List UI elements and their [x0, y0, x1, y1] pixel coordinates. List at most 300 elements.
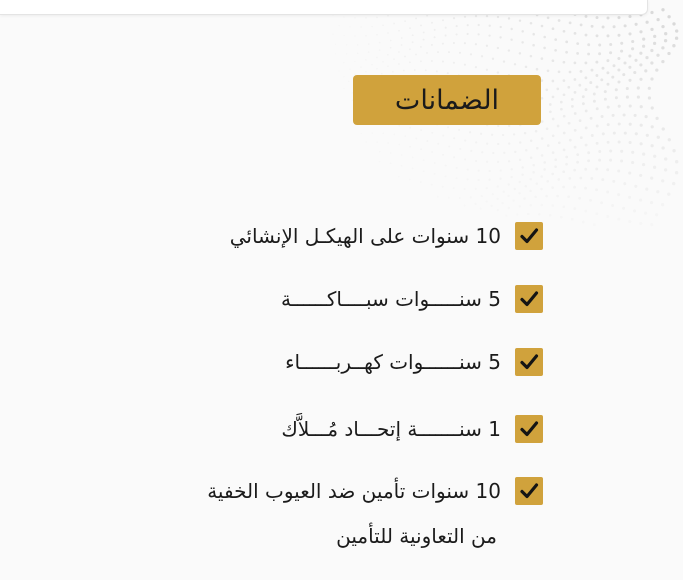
background-dot: [585, 15, 588, 18]
background-dot: [668, 138, 671, 141]
background-dot: [655, 213, 658, 216]
background-dot: [456, 177, 458, 179]
background-dot: [545, 195, 548, 198]
background-dot: [629, 141, 632, 144]
background-dot: [607, 123, 610, 126]
background-dot: [335, 44, 336, 45]
background-dot: [485, 200, 487, 202]
background-dot: [584, 168, 587, 171]
background-dot: [376, 68, 378, 70]
background-dot: [631, 47, 634, 50]
background-dot: [639, 222, 642, 225]
background-dot: [546, 180, 549, 183]
background-dot: [596, 85, 599, 88]
background-dot: [510, 168, 512, 170]
background-dot: [390, 152, 392, 154]
background-dot: [622, 207, 625, 210]
background-dot: [569, 71, 572, 74]
guarantee-item-text: 1 سنـــــــة إتحـــاد مُـــلاَّك: [281, 417, 501, 441]
background-dot: [409, 61, 411, 63]
background-dot: [459, 148, 461, 150]
background-dot: [398, 63, 400, 65]
background-dot: [650, 49, 653, 52]
background-dot: [639, 63, 642, 66]
background-dot: [348, 81, 349, 82]
background-dot: [661, 25, 664, 28]
section-title: الضمانات: [394, 84, 500, 116]
background-dot: [656, 54, 659, 57]
background-dot: [376, 34, 378, 36]
background-dot: [547, 144, 550, 147]
background-dot: [574, 91, 577, 94]
background-dot: [591, 69, 594, 72]
background-dot: [558, 70, 561, 73]
background-dot: [606, 71, 609, 74]
background-dot: [552, 27, 555, 30]
background-dot: [442, 43, 444, 45]
background-dot: [434, 29, 436, 31]
background-dot: [615, 88, 618, 91]
background-dot: [445, 165, 447, 167]
background-dot: [514, 188, 516, 190]
background-dot: [573, 186, 576, 189]
background-dot: [637, 96, 640, 99]
background-dot: [573, 207, 576, 210]
background-dot: [639, 52, 642, 55]
background-dot: [590, 117, 593, 120]
guarantee-item-text: 5 سنـــــوات سبــــاكــــــة: [281, 287, 501, 311]
background-dot: [600, 201, 603, 204]
background-dot: [524, 132, 527, 135]
background-dot: [499, 36, 501, 38]
background-dot: [519, 205, 521, 207]
background-dot: [503, 191, 505, 193]
background-dot: [618, 105, 621, 108]
background-dot: [426, 140, 428, 142]
background-dot: [554, 165, 557, 168]
background-dot: [431, 60, 433, 62]
guarantee-item: [285, 348, 543, 376]
background-dot: [565, 41, 568, 44]
background-dot: [475, 15, 477, 17]
background-dot: [606, 168, 609, 171]
background-dot: [589, 81, 592, 84]
background-dot: [459, 52, 461, 54]
background-dot: [361, 133, 363, 135]
background-dot: [521, 30, 523, 32]
background-dot: [640, 142, 643, 145]
background-dot: [480, 133, 482, 135]
background-dot: [508, 17, 510, 19]
background-dot: [535, 130, 538, 133]
background-dot: [382, 24, 384, 26]
background-dot: [653, 155, 656, 158]
background-dot: [475, 66, 477, 68]
check-icon: [515, 477, 543, 505]
background-dot: [565, 51, 568, 54]
background-dot: [513, 133, 515, 135]
background-dot: [576, 42, 579, 45]
background-dot: [576, 153, 579, 156]
background-dot: [497, 143, 499, 145]
background-dot: [661, 8, 664, 11]
background-dot: [536, 68, 539, 71]
background-dot: [578, 84, 581, 87]
background-dot: [563, 115, 566, 118]
background-dot: [653, 42, 656, 45]
background-dot: [634, 114, 637, 117]
top-card-edge: [0, 0, 648, 15]
background-dot: [532, 44, 535, 47]
background-dot: [560, 108, 563, 111]
background-dot: [551, 173, 554, 176]
background-dot: [379, 42, 381, 44]
background-dot: [653, 35, 656, 38]
background-dot: [609, 150, 612, 153]
background-dot: [628, 54, 631, 57]
background-dot: [420, 46, 422, 48]
background-dot: [387, 54, 389, 56]
background-dot: [571, 218, 574, 221]
background-dot: [620, 50, 623, 53]
background-dot: [623, 182, 626, 185]
background-dot: [475, 43, 477, 45]
background-dot: [549, 214, 552, 217]
background-dot: [661, 146, 664, 149]
background-dot: [661, 179, 664, 182]
background-dot: [503, 60, 505, 62]
background-dot: [576, 52, 579, 55]
background-dot: [617, 218, 620, 221]
background-dot: [664, 32, 667, 35]
background-dot: [568, 177, 571, 180]
background-dot: [481, 151, 483, 153]
background-dot: [546, 127, 549, 130]
background-dot: [387, 65, 389, 67]
background-dot: [536, 147, 539, 150]
check-icon: [515, 222, 543, 250]
background-dot: [624, 24, 627, 27]
background-dot: [646, 134, 649, 137]
background-dot: [492, 193, 494, 195]
background-dot: [541, 120, 544, 123]
background-dot: [593, 223, 596, 226]
background-dot: [639, 30, 642, 33]
background-dot: [587, 43, 590, 46]
background-dot: [409, 48, 411, 50]
background-dot: [346, 53, 347, 54]
background-dot: [445, 27, 447, 29]
background-dot: [360, 66, 362, 68]
background-dot: [563, 93, 566, 96]
background-dot: [401, 154, 403, 156]
background-dot: [392, 71, 394, 73]
background-dot: [502, 134, 504, 136]
background-dot: [604, 98, 607, 101]
background-dot: [569, 139, 572, 142]
background-dot: [582, 95, 585, 98]
background-dot: [672, 182, 675, 185]
background-dot: [453, 137, 455, 139]
background-dot: [563, 30, 566, 33]
background-dot: [423, 170, 425, 172]
background-dot: [558, 141, 561, 144]
background-dot: [626, 87, 629, 90]
background-dot: [368, 51, 370, 53]
background-dot: [644, 212, 647, 215]
background-dot: [393, 134, 395, 136]
background-dot: [587, 53, 590, 56]
background-dot: [662, 127, 665, 130]
background-dot: [602, 26, 605, 29]
background-dot: [580, 23, 583, 26]
background-dot: [617, 57, 620, 60]
background-dot: [434, 173, 436, 175]
background-dot: [631, 151, 634, 154]
background-dot: [475, 141, 477, 143]
background-dot: [650, 11, 653, 14]
background-dot: [508, 125, 510, 127]
background-dot: [412, 41, 414, 43]
background-dot: [426, 52, 428, 54]
background-dot: [545, 88, 548, 91]
background-dot: [540, 175, 543, 178]
background-dot: [390, 40, 392, 42]
background-dot: [591, 25, 594, 28]
background-dot: [617, 80, 620, 83]
title-badge: [353, 75, 541, 125]
background-dot: [637, 86, 640, 89]
background-dot: [574, 78, 577, 81]
background-dot: [431, 184, 433, 186]
guarantee-item: [230, 222, 543, 250]
background-dot: [541, 204, 544, 207]
background-dot: [591, 134, 594, 137]
background-dot: [398, 144, 400, 146]
background-dot: [541, 25, 544, 28]
background-dot: [521, 41, 523, 43]
background-dot: [661, 46, 664, 49]
background-dot: [423, 31, 425, 33]
background-dot: [431, 132, 433, 134]
background-dot: [335, 53, 336, 54]
background-dot: [661, 203, 664, 206]
background-dot: [365, 59, 367, 61]
background-dot: [593, 93, 596, 96]
background-dot: [596, 107, 599, 110]
background-dot: [478, 24, 480, 26]
background-dot: [557, 178, 560, 181]
background-dot: [549, 103, 552, 106]
background-dot: [453, 17, 455, 19]
background-dot: [518, 192, 520, 194]
background-dot: [456, 25, 458, 27]
background-dot: [516, 213, 518, 215]
background-dot: [596, 16, 599, 19]
background-dot: [541, 57, 544, 60]
background-dot: [486, 187, 488, 189]
background-dot: [573, 169, 576, 172]
background-dot: [420, 60, 422, 62]
background-dot: [596, 125, 599, 128]
background-dot: [551, 186, 554, 189]
background-dot: [541, 154, 544, 157]
background-dot: [496, 198, 498, 200]
background-dot: [453, 187, 455, 189]
background-dot: [467, 24, 469, 26]
background-dot: [648, 87, 651, 90]
background-dot: [403, 70, 405, 72]
background-dot: [437, 196, 439, 198]
background-dot: [332, 34, 333, 35]
background-dot: [563, 149, 566, 152]
background-dot: [338, 25, 339, 26]
background-dot: [606, 59, 609, 62]
background-dot: [404, 20, 406, 22]
background-dot: [642, 38, 645, 41]
background-dot: [486, 69, 488, 71]
background-dot: [464, 64, 466, 66]
background-dot: [547, 16, 550, 19]
background-dot: [567, 86, 570, 89]
background-dot: [442, 19, 444, 21]
background-dot: [379, 49, 381, 51]
background-dot: [596, 142, 599, 145]
background-dot: [657, 136, 660, 139]
background-dot: [611, 204, 614, 207]
background-dot: [475, 203, 477, 205]
background-dot: [423, 159, 425, 161]
background-dot: [607, 83, 610, 86]
background-dot: [667, 52, 670, 55]
background-dot: [574, 146, 577, 149]
background-dot: [552, 80, 555, 83]
background-dot: [578, 197, 581, 200]
background-dot: [404, 135, 406, 137]
background-dot: [618, 140, 621, 143]
background-dot: [628, 66, 631, 69]
background-dot: [343, 16, 344, 17]
background-dot: [664, 157, 667, 160]
background-dot: [365, 17, 367, 19]
background-dot: [510, 176, 512, 178]
background-dot: [497, 161, 499, 163]
background-dot: [628, 171, 631, 174]
background-dot: [481, 55, 483, 57]
background-dot: [489, 170, 491, 172]
background-dot: [554, 158, 557, 161]
background-dot: [607, 17, 610, 20]
background-dot: [574, 32, 577, 35]
guarantee-item-continuation: من التعاونية للتأمين: [336, 524, 497, 548]
background-dot: [412, 167, 414, 169]
background-dot: [489, 25, 491, 27]
background-dot: [617, 34, 620, 37]
background-dot: [580, 70, 583, 73]
background-dot: [505, 215, 507, 217]
background-dot: [442, 186, 444, 188]
background-dot: [590, 177, 593, 180]
background-dot: [650, 144, 653, 147]
background-dot: [508, 49, 510, 51]
background-dot: [646, 21, 649, 24]
background-dot: [574, 62, 577, 65]
background-dot: [552, 59, 555, 62]
background-dot: [464, 158, 466, 160]
background-dot: [601, 178, 604, 181]
background-dot: [456, 33, 458, 35]
background-dot: [458, 129, 460, 131]
background-dot: [497, 47, 499, 49]
background-dot: [639, 78, 642, 81]
background-dot: [574, 129, 577, 132]
background-dot: [497, 125, 499, 127]
background-dot: [343, 76, 344, 77]
background-dot: [634, 185, 637, 188]
background-dot: [536, 182, 539, 185]
background-dot: [530, 140, 533, 143]
background-dot: [477, 33, 479, 35]
background-dot: [563, 79, 566, 82]
background-dot: [628, 220, 631, 223]
background-dot: [477, 179, 479, 181]
guarantee-item: [281, 415, 543, 443]
background-dot: [464, 16, 466, 18]
background-dot: [497, 185, 499, 187]
background-dot: [464, 188, 466, 190]
background-dot: [639, 199, 642, 202]
background-dot: [645, 188, 648, 191]
background-dot: [620, 42, 623, 45]
background-dot: [453, 42, 455, 44]
background-dot: [371, 64, 373, 66]
background-dot: [651, 125, 654, 128]
background-dot: [645, 115, 648, 118]
background-dot: [431, 44, 433, 46]
background-dot: [620, 159, 623, 162]
background-dot: [497, 71, 499, 73]
background-dot: [582, 221, 585, 224]
background-dot: [357, 44, 359, 46]
background-dot: [675, 160, 678, 163]
background-dot: [431, 22, 433, 24]
background-dot: [401, 37, 403, 39]
background-dot: [540, 188, 543, 191]
background-dot: [514, 151, 516, 153]
background-dot: [519, 52, 521, 54]
background-dot: [453, 62, 455, 64]
background-dot: [343, 62, 344, 63]
background-dot: [521, 166, 523, 168]
background-dot: [490, 205, 492, 207]
background-dot: [387, 142, 389, 144]
background-dot: [365, 141, 367, 143]
background-dot: [519, 141, 521, 143]
background-dot: [584, 187, 587, 190]
background-dot: [642, 153, 645, 156]
background-dot: [447, 126, 449, 128]
background-dot: [562, 170, 565, 173]
background-dot: [354, 35, 356, 37]
background-dot: [409, 178, 411, 180]
background-dot: [387, 15, 389, 17]
background-dot: [655, 68, 658, 71]
background-dot: [525, 149, 528, 152]
background-dot: [488, 179, 490, 181]
background-dot: [565, 163, 568, 166]
background-dot: [569, 22, 572, 25]
background-dot: [409, 146, 411, 148]
